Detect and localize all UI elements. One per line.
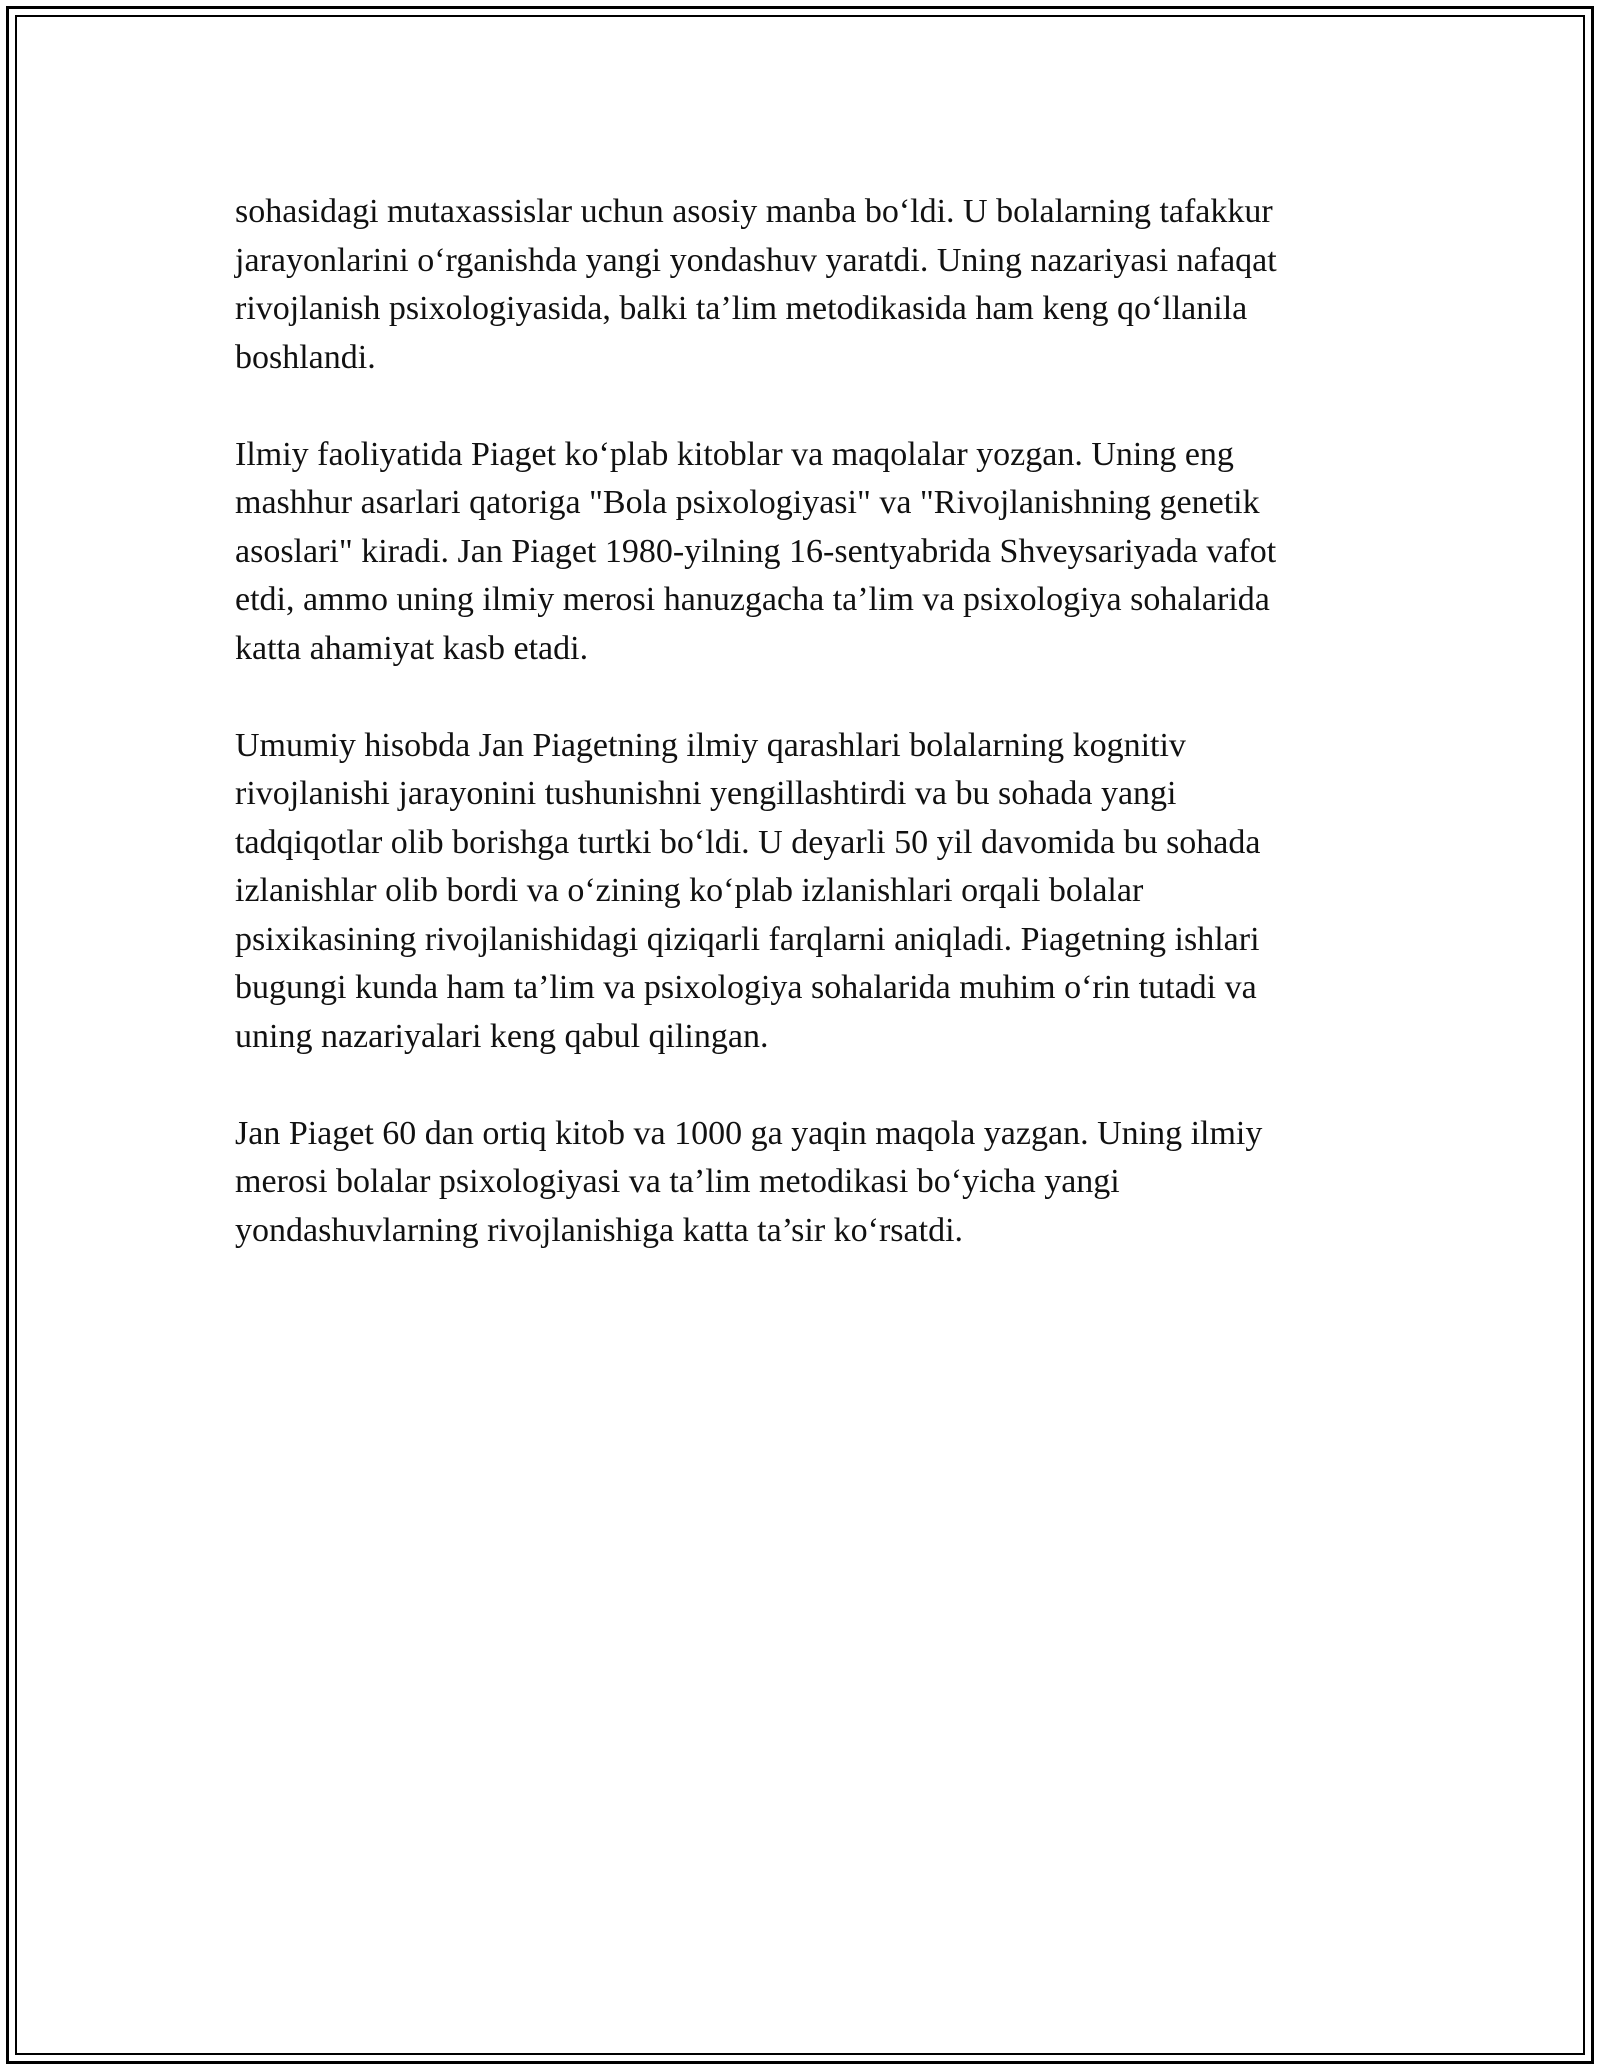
paragraph-1: sohasidagi mutaxassislar uchun asosiy manba bo‘ldi. U bolalarning tafakkur jarayonlarini o‘rganishda yangi yondashuv yaratdi. Uning nazariyasi nafaqat rivojlanish psixologiyasida, balki ta’lim metodikasida ham keng qo‘llanila boshlandi. xyxy=(235,193,1277,376)
paragraph-2: Ilmiy faoliyatida Piaget ko‘plab kitoblar va maqolalar yozgan. Uning eng mashhur asarlari qatoriga "Bola psixologiyasi" va "Rivojlanishning genetik asoslari" kiradi. Jan Piaget 1980-yilning 16-sentyabrida Shveysariyada vafot etdi, ammo uning ilmiy merosi hanuzgacha ta’lim va psixologiya sohalarida katta ahamiyat kasb etadi. xyxy=(235,435,1277,667)
document-body xyxy=(235,188,1375,1304)
paragraph-3: Umumiy hisobda Jan Piagetning ilmiy qarashlari bolalarning kognitiv rivojlanishi jarayonini tushunishni yengillashtirdi va bu sohada yangi tadqiqotlar olib borishga turtki bo‘ldi. U deyarli 50 yil davomida bu sohada izlanishlar olib bordi va o‘zining ko‘plab izlanishlari orqali bolalar psixikasining rivojlanishidagi qiziqarli farqlarni aniqladi. Piagetning ishlari bugungi kunda ham ta’lim va psixologiya sohalarida muhim o‘rin tutadi va uning nazariyalari keng qabul qilingan. xyxy=(235,726,1261,1055)
paragraph-4: Jan Piaget 60 dan ortiq kitob va 1000 ga yaqin maqola yazgan. Uning ilmiy merosi bolalar psixologiyasi va ta’lim metodikasi bo‘yicha yangi yondashuvlarning rivojlanishiga katta ta’sir ko‘rsatdi. xyxy=(235,1114,1263,1249)
